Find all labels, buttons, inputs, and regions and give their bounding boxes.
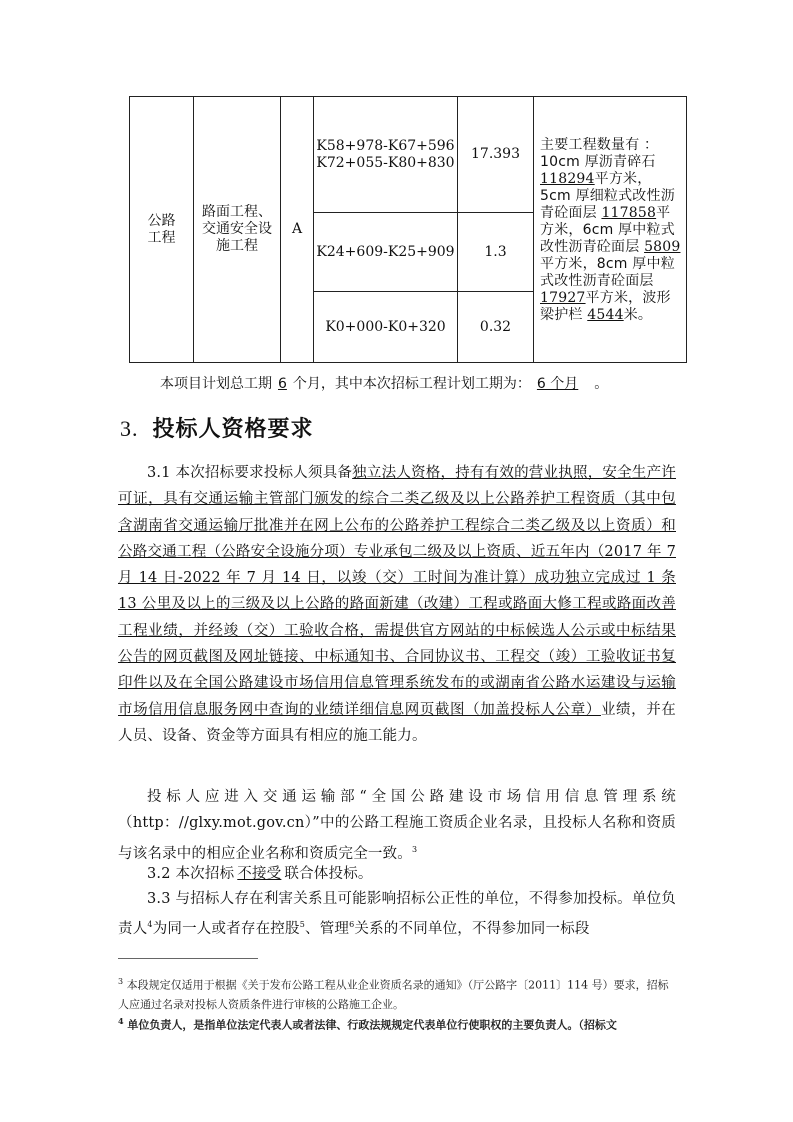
duration-line	[160, 373, 608, 393]
paragraph-3-2	[118, 861, 676, 887]
footnote-4-number: 4	[118, 1016, 124, 1026]
subcategory-cell	[194, 97, 281, 363]
p32-post: 联合体投标。	[284, 866, 373, 882]
p33-b: 为同一人或者存在控股	[152, 921, 300, 938]
footnote-ref-4: 4	[147, 920, 153, 930]
footnote-3-text: 本段规定仅适用于根据《关于发布公路工程从业企业资质名录的通知》（厅公路字〔2011〕114 号）要求，招标人应通过名录对投标人资质条件进行审核的公路施工企业。	[118, 978, 669, 1011]
footnote-ref-5: 5	[299, 920, 305, 930]
footnote-4	[118, 1012, 678, 1035]
p32-value: 不接受	[237, 866, 282, 882]
p33-c: 、管理	[305, 921, 350, 938]
length-cell-3: 0.32	[458, 292, 534, 363]
paragraph-3-1	[118, 460, 676, 749]
stake-cell-1: K58+978-K67+596 K72+055-K80+830	[314, 97, 458, 213]
length-cell-1: 17.393	[458, 97, 534, 213]
footnote-divider	[118, 958, 258, 959]
qty-value-4: 17927	[540, 290, 586, 306]
qty-text-6: 米。	[623, 307, 653, 323]
duration-post: 。	[594, 376, 609, 392]
qty-text-4: 平方米，8cm 厚中粒式改性沥青砼面层	[540, 256, 675, 289]
p33-d: 关系的不同单位，不得参加同一标段	[354, 921, 590, 938]
duration-this: 6 个月	[536, 376, 579, 392]
footnote-3-number: 3	[118, 977, 124, 986]
qty-value-5: 4544	[587, 307, 624, 323]
footnote-3	[118, 972, 678, 1014]
qty-value-2: 117858	[601, 205, 657, 221]
section-title: 投标人资格要求	[152, 417, 314, 442]
qty-value-1: 118294	[540, 171, 595, 187]
footnote-ref-3: 3	[412, 844, 418, 854]
qty-text-3: 平方米，6cm 厚中粒式改性沥青砼面层	[540, 205, 675, 255]
footnote-ref-6: 6	[349, 920, 355, 930]
section-cell: A	[281, 97, 314, 363]
project-table	[129, 96, 687, 363]
footnote-4-text: 单位负责人，是指单位法定代表人或者法律、行政法规规定代表单位行使职权的主要负责人。（招标文	[123, 1018, 617, 1032]
duration-mid: 个月，其中本次招标工程计划工期为：	[292, 376, 531, 392]
qty-text-2: 平方米，5cm 厚细粒式改性沥青砼面层	[540, 171, 675, 221]
p31-tail: 业绩，并在人员、设备、资金等方面具有相应的施工能力。	[118, 701, 677, 744]
qty-text-5: 平方米，波形梁护栏	[540, 290, 671, 323]
duration-total: 6	[278, 376, 287, 392]
subcategory-text: 路面工程、交通安全设施工程	[202, 204, 272, 254]
paragraph-3-3	[118, 886, 676, 942]
paragraph-registry	[118, 784, 676, 867]
p31-requirements: 独立法人资格，持有有效的营业执照，安全生产许可证，具有交通运输主管部门颁发的综合二类乙级及以上公路养护工程资质（其中包含湖南省交通运输厅批准并在网上公布的公路养护工程综合二类乙级及以上资质）和公路交通工程（公路安全设施分项）专业承包二级及以上资质、近五年内（2017 年 7 月 14 日-2022 年 7 月 14 日，以竣（交）工时间为准计算）成功独立完成过 1 条 13 公里及以上的三级及以上公路的路面新建（改建）工程或路面大修工程或路面改善工程业绩，并经竣（交）工验收合格，需提供官方网站的中标候选人公示或中标结果公告的网页截图及网址链接、中标通知书、合同协议书、工程交（竣）工验收证书复印件以及在全国公路建设市场信用信息管理系统发布的或湖南省公路水运建设与运输市场信用信息服务网中查询的业绩详细信息网页截图（加盖投标人公章）	[118, 465, 676, 718]
quantities-cell	[534, 97, 687, 363]
p32-pre: 3.2 本次招标	[147, 866, 235, 882]
length-cell-2: 1.3	[458, 213, 534, 292]
qty-value-3: 5809	[644, 239, 681, 255]
category-text: 公路工程	[147, 212, 176, 246]
section-number: 3.	[120, 416, 139, 441]
p33-a: 3.3 与招标人存在利害关系且可能影响招标公正性的单位，不得参加投标。单位负责人	[118, 891, 676, 938]
registry-text: 投标人应进入交通运输部“全国公路建设市场信用信息管理系统（http：//glxy.mot.gov.cn）”中的公路工程施工资质企业名录，且投标人名称和资质与该名录中的相应企业名称和资质完全一致。	[118, 789, 676, 862]
qty-text-1: 主要工程数量有 ：10cm 厚沥青碎石	[540, 137, 659, 170]
duration-pre: 本项目计划总工期	[160, 376, 272, 392]
stake-cell-3: K0+000-K0+320	[314, 292, 458, 363]
p31-lead: 3.1 本次招标要求投标人须具备	[147, 465, 353, 481]
stake-cell-2: K24+609-K25+909	[314, 213, 458, 292]
category-cell	[130, 97, 194, 363]
section-heading	[120, 412, 314, 443]
